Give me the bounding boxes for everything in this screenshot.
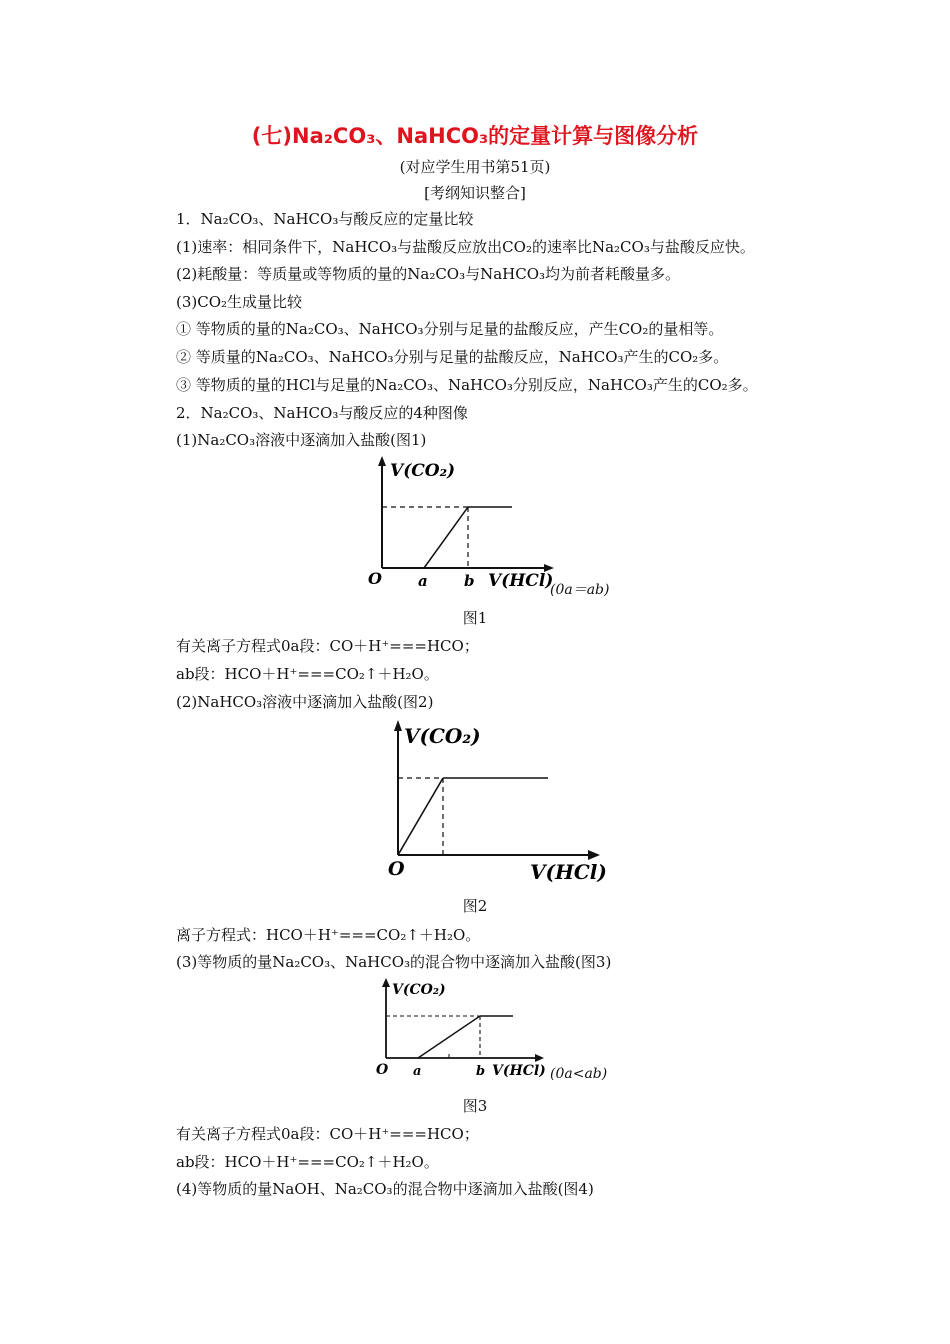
x-axis-arrow [588,850,600,860]
figure-2 [380,715,620,890]
section-header: [考纲知识整合] [424,184,526,202]
subtitle: (对应学生用书第51页) [399,158,551,176]
rising-line [424,507,468,568]
figure-2-caption: 图2 [462,897,488,915]
text-line: ② 等质量的Na₂CO₃、NaHCO₃分别与足量的盐酸反应，NaHCO₃产生的CO₂多。 [176,348,729,366]
y-axis-label: V(CO₂) [390,461,456,481]
text-line: (1)Na₂CO₃溶液中逐滴加入盐酸(图1) [176,431,427,449]
text-line: 有关离子方程式0a段：CO＋H⁺===HCO； [176,637,479,655]
y-axis-label: V(CO₂) [404,724,481,748]
text-line: ab段：HCO＋H⁺===CO₂↑＋H₂O。 [176,1153,439,1171]
a-label: a [418,572,428,590]
text-line: (3)CO₂生成量比较 [176,293,303,311]
page-title: (七)Na₂CO₃、NaHCO₃的定量计算与图像分析 [251,124,699,148]
y-axis-arrow [394,720,402,731]
text-line: 离子方程式：HCO＋H⁺===CO₂↑＋H₂O。 [176,926,481,944]
text-line: (2)耗酸量：等质量或等物质的量的Na₂CO₃与NaHCO₃均为前者耗酸量多。 [176,265,681,283]
rising-line [398,778,443,855]
origin-label: O [388,858,405,880]
text-line: 有关离子方程式0a段：CO＋H⁺===HCO； [176,1125,479,1143]
figure-3-caption: 图3 [462,1097,488,1115]
x-axis-label: V(HCl) [492,1063,546,1079]
x-axis-arrow [535,1054,544,1062]
b-label: b [476,1064,486,1079]
text-line: ③ 等物质的量的HCl与足量的Na₂CO₃、NaHCO₃分别反应，NaHCO₃产生的CO₂多。 [176,376,758,394]
a-label: a [413,1064,422,1079]
text-line: (1)速率：相同条件下，NaHCO₃与盐酸反应放出CO₂的速率比Na₂CO₃与盐酸反应快。 [176,238,755,256]
text-line: 2．Na₂CO₃、NaHCO₃与酸反应的4种图像 [176,404,468,422]
y-axis-arrow [382,978,390,987]
origin-label: O [368,569,382,588]
figure-1-caption: 图1 [462,609,488,627]
x-axis-label: V(HCl) [488,571,554,591]
text-line: 1．Na₂CO₃、NaHCO₃与酸反应的定量比较 [176,210,474,228]
text-line: (3)等物质的量Na₂CO₃、NaHCO₃的混合物中逐滴加入盐酸(图3) [176,953,612,971]
origin-label: O [376,1062,389,1078]
text-line: ab段：HCO＋H⁺===CO₂↑＋H₂O。 [176,665,439,683]
figure-1-note: (0a＝ab) [550,582,610,598]
figure-3-note: (0a<ab) [550,1066,608,1082]
x-axis-label: V(HCl) [530,860,607,884]
figure-2-graph [380,715,620,890]
text-line: ① 等物质的量的Na₂CO₃、NaHCO₃分别与足量的盐酸反应，产生CO₂的量相等。 [176,320,724,338]
text-line: (4)等物质的量NaOH、Na₂CO₃的混合物中逐滴加入盐酸(图4) [176,1180,594,1198]
y-axis-arrow [378,456,386,466]
y-axis-label: V(CO₂) [392,982,446,998]
rising-line [418,1016,480,1058]
text-line: (2)NaHCO₃溶液中逐滴加入盐酸(图2) [176,693,434,711]
b-label: b [464,572,475,590]
